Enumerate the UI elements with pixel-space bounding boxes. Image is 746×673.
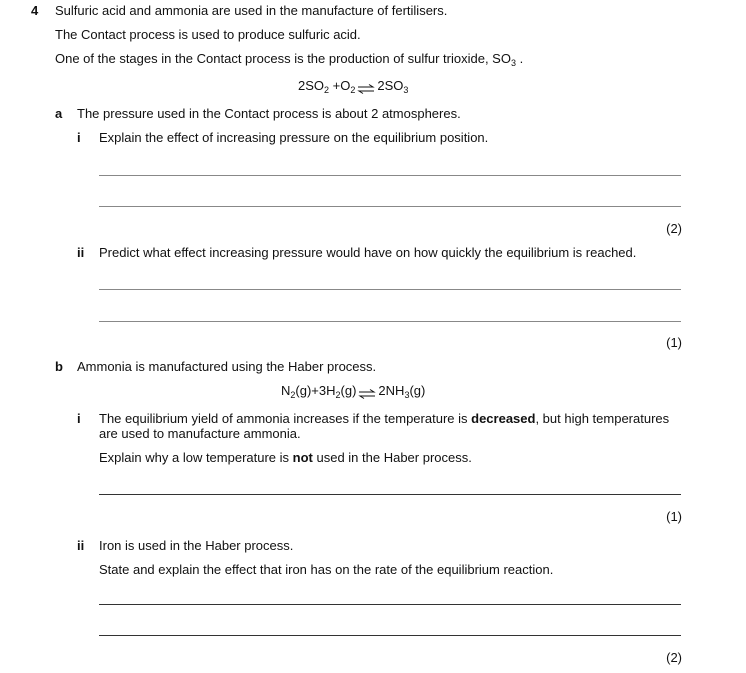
- equilibrium-arrow-icon: [357, 82, 375, 92]
- answer-line[interactable]: [99, 321, 681, 322]
- answer-line[interactable]: [99, 604, 681, 605]
- equation-haber: $N_2(g)+3H_2(g)$ $2NH_3(g)$: [281, 383, 426, 400]
- marks-b-ii: (2): [666, 650, 682, 665]
- part-a-i-text: Explain the effect of increasing pressure on the equilibrium position.: [99, 130, 489, 145]
- answer-line[interactable]: [99, 289, 681, 290]
- marks-a-i: (2): [666, 221, 682, 236]
- equation-contact: $2SO_2 +O_2$ $2SO_3$: [298, 78, 409, 95]
- part-b-ii-line-1: Iron is used in the Haber process.: [99, 538, 294, 553]
- part-b-label: b: [55, 359, 63, 374]
- answer-line[interactable]: [99, 494, 681, 495]
- intro-line-3: One of the stages in the Contact process is the production of sulfur trioxide, $SO_3$ .: [55, 51, 524, 68]
- part-b-i-line-3: Explain why a low temperature is not used in the Haber process.: [99, 450, 472, 465]
- answer-line[interactable]: [99, 206, 681, 207]
- answer-line[interactable]: [99, 635, 681, 636]
- part-b-i-line-1: The equilibrium yield of ammonia increases if the temperature is decreased, but high temperatures: [99, 411, 670, 426]
- part-a-text: The pressure used in the Contact process is about 2 atmospheres.: [77, 106, 461, 121]
- answer-line[interactable]: [99, 175, 681, 176]
- part-b-ii-label: ii: [77, 538, 85, 553]
- marks-a-ii: (1): [666, 335, 682, 350]
- marks-b-i: (1): [666, 509, 682, 524]
- part-b-ii-line-2: State and explain the effect that iron has on the rate of the equilibrium reaction.: [99, 562, 554, 577]
- intro-line-1: Sulfuric acid and ammonia are used in the manufacture of fertilisers.: [55, 3, 448, 18]
- part-a-ii-label: ii: [77, 245, 85, 260]
- equilibrium-arrow-icon: [358, 387, 376, 397]
- part-a-i-label: i: [77, 130, 81, 145]
- intro-line-2: The Contact process is used to produce sulfuric acid.: [55, 27, 361, 42]
- question-number: 4: [31, 3, 39, 18]
- part-a-ii-text: Predict what effect increasing pressure would have on how quickly the equilibrium is reached.: [99, 245, 637, 260]
- part-b-i-label: i: [77, 411, 81, 426]
- part-b-i-line-2: are used to manufacture ammonia.: [99, 426, 301, 441]
- part-b-text: Ammonia is manufactured using the Haber process.: [77, 359, 377, 374]
- part-a-label: a: [55, 106, 63, 121]
